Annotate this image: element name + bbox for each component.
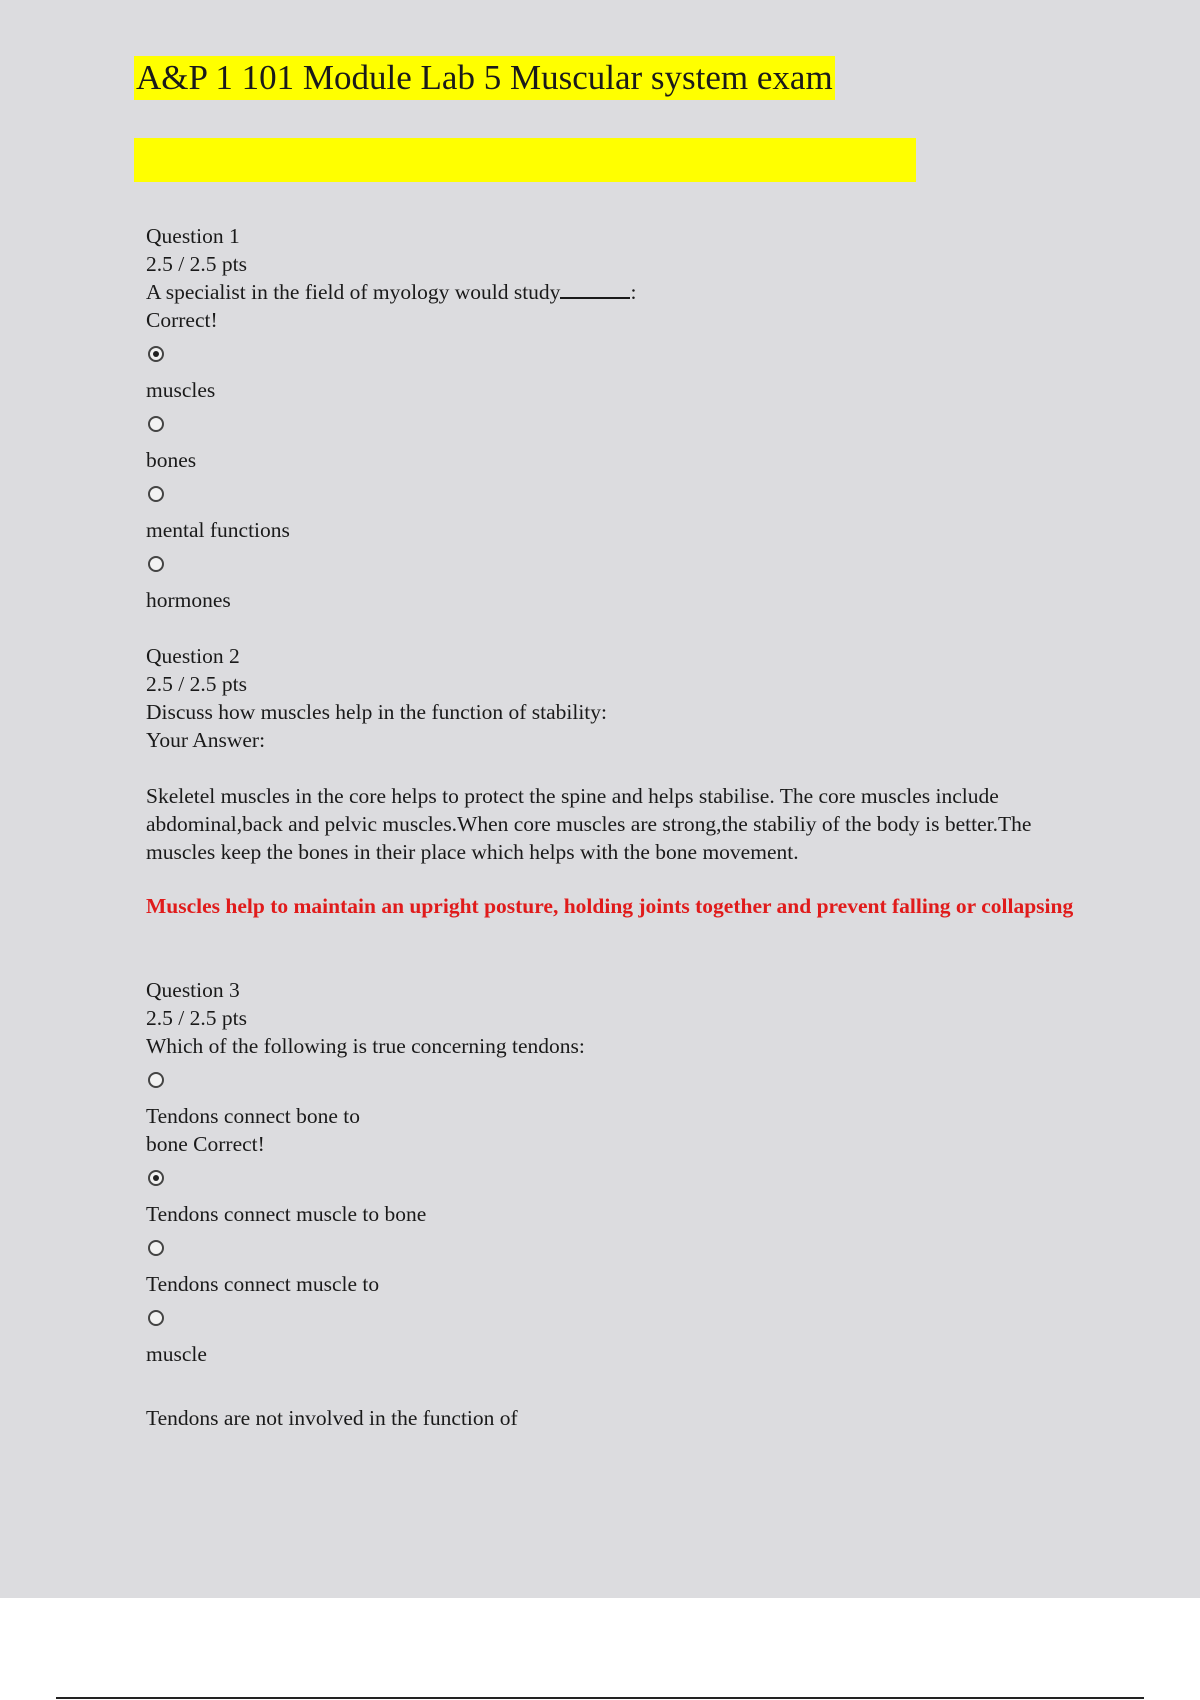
option-label: hormones xyxy=(146,588,231,612)
option-label: Tendons connect muscle to xyxy=(146,1272,380,1296)
option-label: muscles xyxy=(146,378,216,402)
radio-option-1[interactable] xyxy=(148,1072,164,1088)
question-prompt-text: A specialist in the field of myology would study xyxy=(146,280,561,304)
radio-option-mental-functions[interactable] xyxy=(148,486,164,502)
question-label: Question 1 xyxy=(146,224,240,248)
radio-option-bones[interactable] xyxy=(148,416,164,432)
question-prompt: Which of the following is true concerning tendons: xyxy=(146,1034,585,1058)
question-prompt xyxy=(146,278,1096,306)
question-points: 2.5 / 2.5 pts xyxy=(146,252,247,276)
radio-option-muscles[interactable] xyxy=(148,346,164,362)
question-prompt-suffix: : xyxy=(630,280,637,304)
student-answer: Skeletel muscles in the core helps to protect the spine and helps stabilise. The core muscles include abdominal,back and pelvic muscles.When core muscles are strong,the stabiliy of the body is better.The muscles keep the bones in their place which helps with the bone movement. xyxy=(146,784,1032,864)
document-title: A&P 1 101 Module Lab 5 Muscular system exam xyxy=(134,56,835,100)
bottom-divider xyxy=(56,1697,1144,1699)
fill-blank xyxy=(560,279,630,299)
radio-option-4[interactable] xyxy=(148,1310,164,1326)
answer-label: Your Answer: xyxy=(146,728,266,752)
questions-content xyxy=(146,222,1096,1432)
feedback-text: Muscles help to maintain an upright posture, holding joints together and prevent falling or collapsing xyxy=(146,894,1074,918)
correct-status: Correct! xyxy=(146,308,218,332)
radio-option-2[interactable] xyxy=(148,1170,164,1186)
option-label: Tendons are not involved in the function of xyxy=(146,1406,518,1430)
question-points: 2.5 / 2.5 pts xyxy=(146,672,247,696)
question-prompt: Discuss how muscles help in the function of stability: xyxy=(146,700,608,724)
question-points: 2.5 / 2.5 pts xyxy=(146,1006,247,1030)
option-label: muscle xyxy=(146,1342,207,1366)
option-label: mental functions xyxy=(146,518,290,542)
option-label: Tendons connect bone to xyxy=(146,1104,361,1128)
question-label: Question 2 xyxy=(146,644,240,668)
question-1 xyxy=(146,222,1096,614)
question-label: Question 3 xyxy=(146,978,240,1002)
radio-option-3[interactable] xyxy=(148,1240,164,1256)
question-3 xyxy=(146,976,1096,1432)
option-label: bones xyxy=(146,448,197,472)
radio-option-hormones[interactable] xyxy=(148,556,164,572)
option-label: Tendons connect muscle to bone xyxy=(146,1202,427,1226)
yellow-highlight-bar xyxy=(134,138,916,182)
question-2 xyxy=(146,642,1096,920)
option-label-correct: bone Correct! xyxy=(146,1132,265,1156)
